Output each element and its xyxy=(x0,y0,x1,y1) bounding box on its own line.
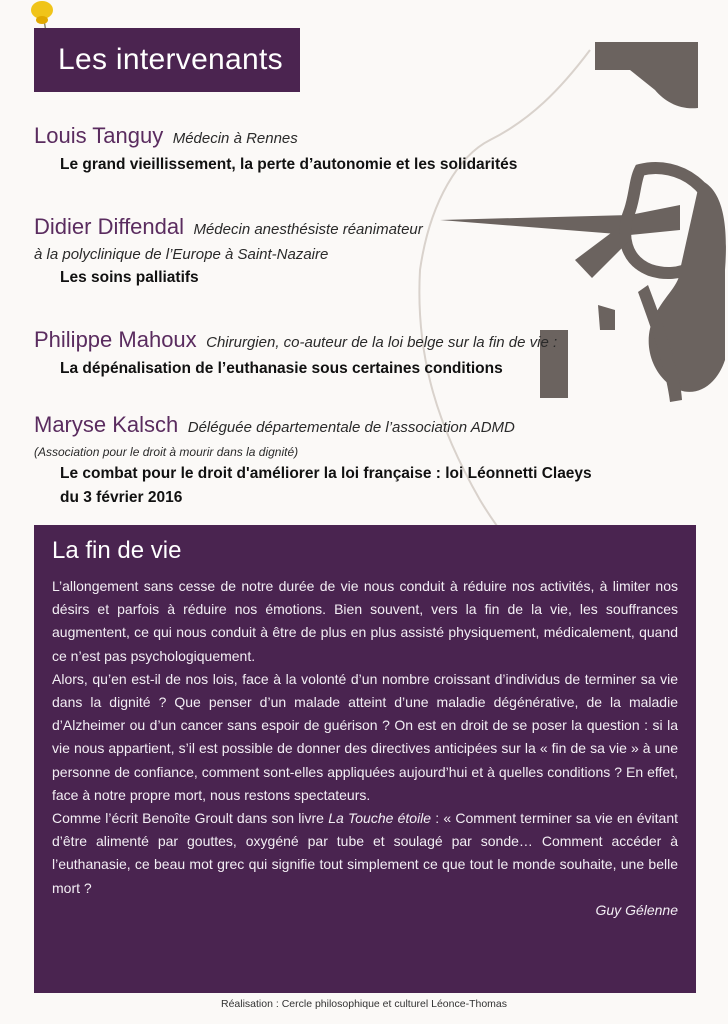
speaker-name: Philippe Mahoux xyxy=(34,327,197,352)
fin-de-vie-title: La fin de vie xyxy=(52,537,182,564)
section-title-text: Les intervenants xyxy=(58,43,283,76)
speaker-role: Médecin à Rennes xyxy=(172,130,298,147)
talk-title: La dépénalisation de l’euthanasie sous certaines conditions xyxy=(60,360,503,377)
paragraph: L’allongement sans cesse de notre durée de vie nous conduit à réduire nos activités, à limiter nos désirs et parfois à réduire nos émotions. Bien souvent, vers la fin de la vie, les souffrances augmentent, ce qui nous conduit à être de plus en plus assisté physiquement, médicalement, quand ce n’est pas psychologiquement. xyxy=(52,578,678,664)
talk-title: Les soins palliatifs xyxy=(60,269,199,286)
speaker-block xyxy=(34,326,557,381)
speaker-block xyxy=(34,213,423,290)
talk-title: Le grand vieillissement, la perte d’autonomie et les solidarités xyxy=(60,156,518,173)
footer-credit: Réalisation : Cercle philosophique et culturel Léonce-Thomas xyxy=(221,998,507,1010)
speaker-name: Didier Diffendal xyxy=(34,214,185,239)
speaker-role: Chirurgien, co-auteur de la loi belge sur la fin de vie : xyxy=(206,334,558,351)
section-title xyxy=(34,28,300,92)
speaker-role: Déléguée départementale de l’association ADMD xyxy=(187,419,515,436)
talk-title: Le combat pour le droit d'améliorer la loi française : loi Léonnetti Claeys xyxy=(60,465,592,482)
fin-de-vie-body xyxy=(52,575,678,900)
speaker-name: Maryse Kalsch xyxy=(34,412,179,437)
speaker-block xyxy=(34,411,592,510)
paragraph-text: : « Comment terminer sa vie en évitant d’être alimenté par gouttes, oxygéné par tube et soulagé par sonde… Comment accéder à l’euthanasie, ce beau mot grec qui signifie tout simplement ce que tout le monde souhaite, une belle mort ? xyxy=(52,810,679,896)
fin-de-vie-box xyxy=(34,525,696,993)
paragraph xyxy=(52,807,678,900)
speaker-block xyxy=(34,122,517,177)
author-signature: Guy Gélenne xyxy=(595,901,678,918)
paragraph-text: Comme l’écrit Benoîte Groult dans son livre xyxy=(52,810,329,827)
paragraph: Alors, qu’en est-il de nos lois, face à la volonté d’un nombre croissant d’individus de terminer sa vie dans la dignité ? Que penser d’un malade atteint d’une maladie dégénérative, de la maladie d’Alzheimer ou d’un cancer sans espoir de guérison ? On est en droit de se poser la question : si la vie nous appartient, s’il est possible de donner des directives anticipées sur la « fin de sa vie » à une personne de confiance, comment sont-elles appliquées aujourd’hui et à quelles conditions ? En effet, face à notre propre mort, nous restons spectateurs. xyxy=(52,670,678,803)
speaker-role: Médecin anesthésiste réanimateur xyxy=(193,221,423,238)
speaker-role-continued: à la polyclinique de l’Europe à Saint-Nazaire xyxy=(34,246,329,263)
book-title: La Touche étoile xyxy=(328,810,432,827)
speaker-name: Louis Tanguy xyxy=(34,123,164,148)
speaker-role-note: (Association pour le droit à mourir dans la dignité) xyxy=(34,445,299,459)
talk-title-continued: du 3 février 2016 xyxy=(60,489,183,506)
